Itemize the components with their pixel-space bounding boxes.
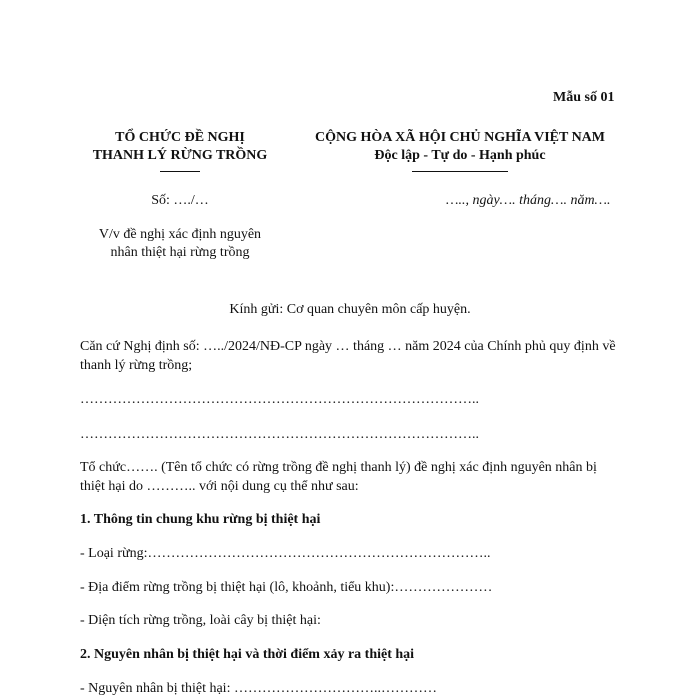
dotted-line-2: ………………………………………………………………………….. (80, 427, 479, 442)
national-motto: Độc lập - Tự do - Hạnh phúc (374, 148, 546, 163)
recipient: Kính gửi: Cơ quan chuyên môn cấp huyện. (229, 302, 471, 317)
org-name-line2: THANH LÝ RỪNG TRỒNG (92, 148, 268, 163)
section2-heading: 2. Nguyên nhân bị thiệt hại và thời điểm xảy ra thiệt hại (80, 647, 415, 662)
section1-item-location: - Địa điểm rừng trồng bị thiệt hại (lô, khoảnh, tiểu khu):………………… (80, 580, 493, 595)
section1-item-area: - Diện tích rừng trồng, loài cây bị thiệt hại: (80, 613, 321, 628)
left-header-underline (160, 171, 200, 172)
section1-heading: 1. Thông tin chung khu rừng bị thiệt hại (80, 512, 321, 527)
dotted-line-1: ………………………………………………………………………….. (80, 392, 479, 407)
country-name: CỘNG HÒA XÃ HỘI CHỦ NGHĨA VIỆT NAM (314, 130, 605, 145)
document-number: Số: …./… (151, 193, 209, 208)
form-number: Mẫu số 01 (553, 90, 615, 105)
right-header-underline (412, 171, 508, 172)
date-line: ….., ngày…. tháng…. năm…. (446, 193, 611, 208)
subject-line1: V/v đề nghị xác định nguyên (98, 227, 262, 242)
request-paragraph: Tổ chức……. (Tên tổ chức có rừng trồng đề nghị thanh lý) đề nghị xác định nguyên nhân bị thiệt hại do ……….. với nội dung cụ thể như sau: (80, 460, 597, 494)
org-name-line1: TỔ CHỨC ĐỀ NGHỊ (115, 130, 245, 145)
section1-item-forest-type: - Loại rừng:……………………………………………………………….. (80, 546, 491, 561)
legal-basis: Căn cứ Nghị định số: …../2024/NĐ-CP ngày … tháng … năm 2024 của Chính phủ quy định về thanh lý rừng trồng; (80, 339, 616, 373)
section2-item-cause: - Nguyên nhân bị thiệt hại: …………………………..………… (80, 681, 437, 696)
subject-line2: nhân thiệt hại rừng trồng (110, 245, 250, 260)
